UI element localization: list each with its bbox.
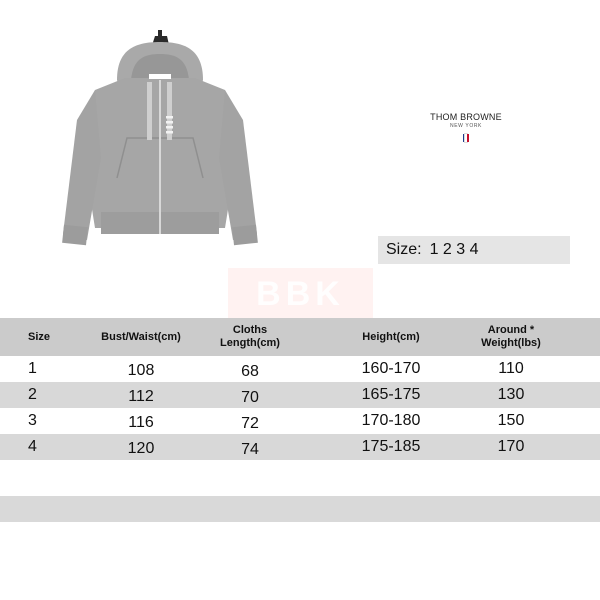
cell-height: 170-180 [361, 412, 421, 429]
product-image-hoodie [55, 28, 265, 258]
tricolor-flag-icon [463, 134, 469, 142]
bottom-divider-bar [0, 496, 600, 522]
header-length [205, 318, 295, 356]
cell-height: 175-185 [361, 438, 421, 455]
cell-height: 165-175 [361, 386, 421, 403]
size-values: 1 2 3 4 [429, 241, 479, 258]
size-label: Size: [386, 241, 422, 258]
table-row [0, 356, 600, 382]
cell-size: 3 [28, 412, 37, 429]
table-header-row [0, 318, 600, 356]
cell-length: 72 [241, 415, 259, 432]
cell-bust: 108 [127, 362, 155, 379]
brand-name: THOM BROWNE [430, 112, 502, 122]
brand-subtitle: NEW YORK [450, 123, 482, 129]
cell-weight: 150 [497, 412, 525, 429]
cell-bust: 120 [127, 440, 155, 457]
header-length-line1: Cloths [232, 324, 268, 336]
cell-length: 70 [241, 389, 259, 406]
header-height: Height(cm) [362, 330, 420, 343]
cell-bust: 112 [128, 388, 154, 405]
table-row [0, 434, 600, 460]
watermark: BBK [228, 268, 373, 320]
header-weight-line2: Weight(lbs) [481, 337, 541, 349]
cell-weight: 130 [497, 386, 525, 403]
cell-bust: 116 [128, 414, 154, 431]
cell-weight: 110 [498, 360, 524, 377]
header-bust: Bust/Waist(cm) [101, 330, 181, 343]
header-weight-line1: Around * [487, 324, 535, 336]
table-row [0, 382, 600, 408]
table-row [0, 408, 600, 434]
cell-size: 4 [28, 438, 37, 455]
size-chart-table [0, 318, 600, 460]
header-length-line2: Length(cm) [220, 337, 280, 349]
cell-height: 160-170 [361, 360, 421, 377]
header-size: Size [28, 330, 51, 343]
size-options-bar [378, 236, 570, 264]
cell-length: 68 [241, 363, 259, 380]
cell-size: 1 [28, 360, 37, 377]
header-weight [462, 318, 560, 356]
brand-logo [418, 112, 514, 147]
cell-size: 2 [28, 386, 37, 403]
cell-weight: 170 [497, 438, 525, 455]
cell-length: 74 [241, 441, 259, 458]
